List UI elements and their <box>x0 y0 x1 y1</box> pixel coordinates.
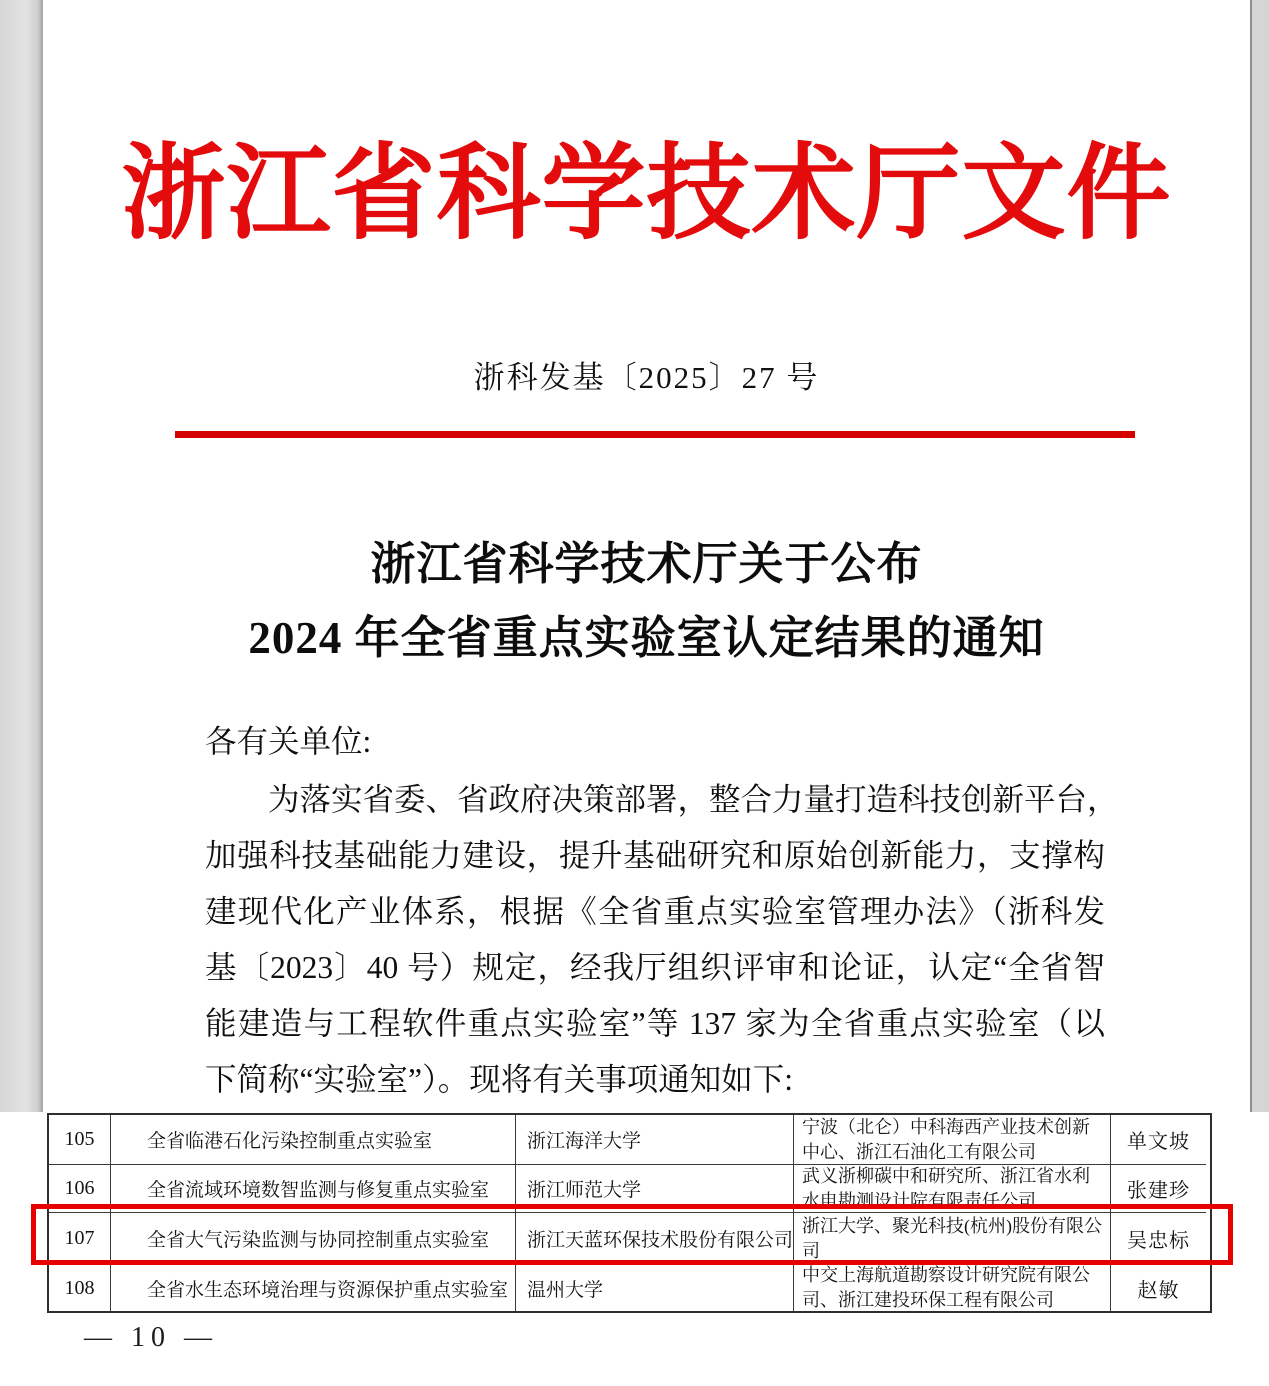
body-line: 下简称“实验室”）。现将有关事项通知如下: <box>205 1062 793 1097</box>
row-105-partners: 宁波（北仑）中科海西产业技术创新 中心、浙江石油化工有限公司 <box>794 1115 1111 1165</box>
row-107-lab-name: 全省大气污染监测与协同控制重点实验室 <box>111 1213 516 1265</box>
page-number: — 10 — <box>84 1322 218 1353</box>
row-108-director: 赵敏 <box>1111 1265 1206 1311</box>
row-107-institution: 浙江天蓝环保技术股份有限公司 <box>516 1213 794 1265</box>
body-line: 为落实省委、省政府决策部署，整合力量打造科技创新平台， <box>268 782 1119 817</box>
row-108-lab-name: 全省水生态环境治理与资源保护重点实验室 <box>111 1265 516 1311</box>
red-divider-line <box>175 431 1135 438</box>
notice-title-line2: 2024 年全省重点实验室认定结果的通知 <box>248 613 1045 663</box>
agency-letterhead-title: 浙江省科学技术厅文件 <box>121 137 1172 252</box>
row-105-number: 105 <box>49 1115 111 1165</box>
body-line: 建现代化产业体系，根据《全省重点实验室管理办法》（浙科发 <box>205 894 1105 929</box>
body-paragraph <box>205 772 1119 1108</box>
salutation: 各有关单位: <box>205 724 372 759</box>
row-106-lab-name: 全省流域环境数智监测与修复重点实验室 <box>111 1165 516 1213</box>
scan-shadow-left <box>0 0 43 1112</box>
document-number: 浙科发基〔2025〕27 号 <box>473 360 820 395</box>
row-107-partners: 浙江大学、聚光科技(杭州)股份有限公 司 <box>794 1213 1111 1265</box>
row-108-number: 108 <box>49 1265 111 1311</box>
row-107-director: 吴忠标 <box>1111 1213 1206 1265</box>
row-107-number: 107 <box>49 1213 111 1265</box>
row-107-highlight-box <box>31 1204 1233 1265</box>
row-106-number: 106 <box>49 1165 111 1213</box>
row-105-institution: 浙江海洋大学 <box>516 1115 794 1165</box>
row-106-partners: 武义浙柳碳中和研究所、浙江省水利 水电勘测设计院有限责任公司 <box>794 1165 1111 1213</box>
body-line: 加强科技基础能力建设，提升基础研究和原始创新能力，支撑构 <box>205 838 1105 873</box>
row-106-institution: 浙江师范大学 <box>516 1165 794 1213</box>
row-105-director: 单文坡 <box>1111 1115 1206 1165</box>
scan-shadow-right <box>1250 0 1269 1112</box>
body-line: 基〔2023〕40 号）规定，经我厅组织评审和论证，认定“全省智 <box>205 950 1105 985</box>
row-106-director: 张建珍 <box>1111 1165 1206 1213</box>
row-108-institution: 温州大学 <box>516 1265 794 1311</box>
body-line: 能建造与工程软件重点实验室”等 137 家为全省重点实验室（以 <box>205 1006 1105 1041</box>
notice-title-line1: 浙江省科学技术厅关于公布 <box>370 539 923 589</box>
row-105-lab-name: 全省临港石化污染控制重点实验室 <box>111 1115 516 1165</box>
row-108-partners: 中交上海航道勘察设计研究院有限公 司、浙江建投环保工程有限公司 <box>794 1265 1111 1311</box>
